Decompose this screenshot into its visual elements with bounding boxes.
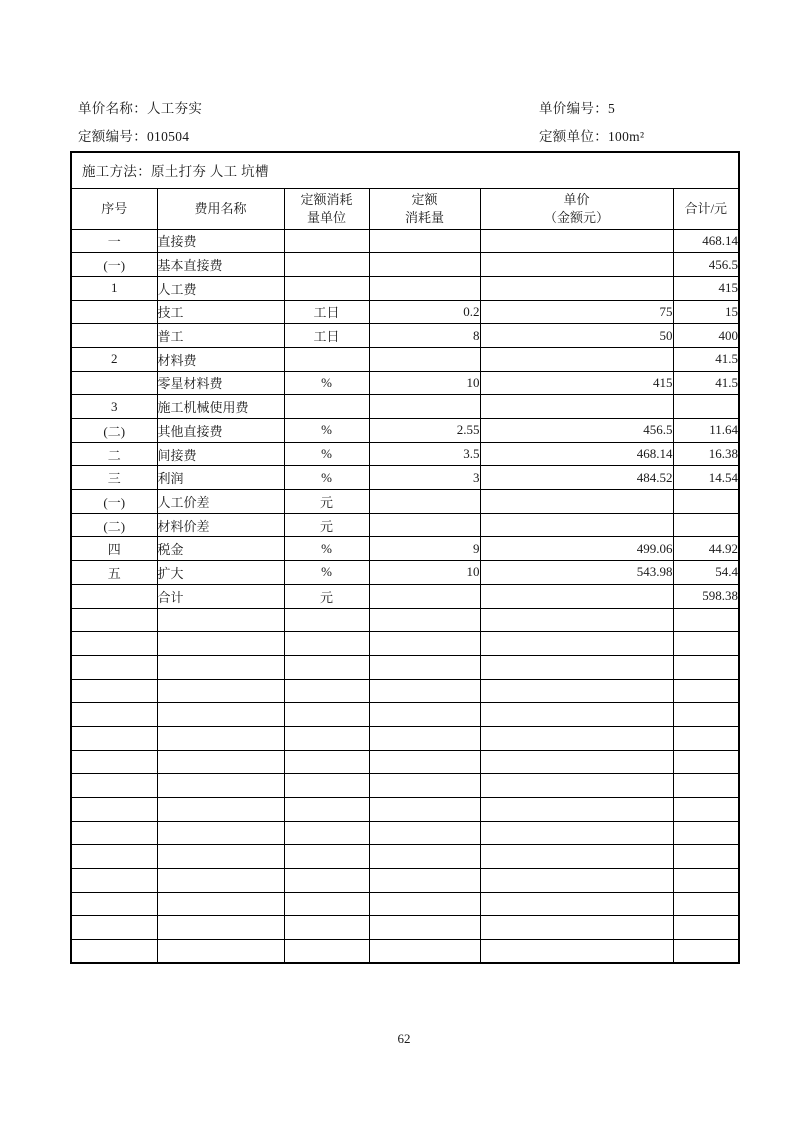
table-cell <box>71 608 157 632</box>
table-cell <box>369 892 480 916</box>
table-cell: 14.54 <box>673 466 739 490</box>
table-cell <box>157 750 284 774</box>
table-cell: 415 <box>480 371 673 395</box>
table-cell <box>71 632 157 656</box>
table-cell: 普工 <box>157 324 284 348</box>
table-cell <box>284 608 369 632</box>
table-cell <box>480 940 673 964</box>
table-cell <box>369 845 480 869</box>
table-cell: 468.14 <box>480 442 673 466</box>
table-row <box>71 229 739 253</box>
table-cell <box>480 655 673 679</box>
table-cell <box>71 584 157 608</box>
construction-method-row <box>71 152 739 188</box>
table-cell: 468.14 <box>673 229 739 253</box>
table-cell <box>480 679 673 703</box>
table-cell <box>480 845 673 869</box>
table-cell <box>369 679 480 703</box>
table-cell: 1 <box>71 276 157 300</box>
table-cell <box>673 513 739 537</box>
table-cell <box>480 703 673 727</box>
quota-number-value: 010504 <box>147 129 190 144</box>
table-cell: % <box>284 537 369 561</box>
table-cell: 0.2 <box>369 300 480 324</box>
table-cell: % <box>284 419 369 443</box>
table-row <box>71 371 739 395</box>
empty-table-row <box>71 940 739 964</box>
table-cell: 44.92 <box>673 537 739 561</box>
table-cell: 其他直接费 <box>157 419 284 443</box>
table-row <box>71 513 739 537</box>
table-cell <box>71 679 157 703</box>
table-cell: 四 <box>71 537 157 561</box>
table-cell <box>369 655 480 679</box>
table-cell <box>284 253 369 277</box>
table-cell: 五 <box>71 561 157 585</box>
table-cell <box>369 703 480 727</box>
empty-table-row <box>71 750 739 774</box>
table-cell: 3 <box>71 395 157 419</box>
empty-table-row <box>71 655 739 679</box>
table-cell: 75 <box>480 300 673 324</box>
quota-unit-value: 100m² <box>608 129 645 144</box>
table-cell <box>157 940 284 964</box>
table-cell <box>369 608 480 632</box>
table-cell <box>480 632 673 656</box>
table-cell <box>673 916 739 940</box>
table-cell <box>157 774 284 798</box>
table-cell <box>157 798 284 822</box>
empty-table-row <box>71 845 739 869</box>
table-cell <box>157 679 284 703</box>
unit-price-number-label: 单价编号： <box>539 101 608 116</box>
unit-price-number-value: 5 <box>608 101 616 116</box>
construction-method-value: 原土打夯 人工 坑槽 <box>151 164 269 180</box>
table-cell: 50 <box>480 324 673 348</box>
table-cell <box>369 940 480 964</box>
table-cell <box>71 916 157 940</box>
table-cell: 基本直接费 <box>157 253 284 277</box>
quota-unit <box>539 125 644 145</box>
table-cell <box>369 347 480 371</box>
empty-table-row <box>71 892 739 916</box>
empty-table-row <box>71 679 739 703</box>
table-cell <box>480 395 673 419</box>
table-row <box>71 395 739 419</box>
empty-table-row <box>71 798 739 822</box>
table-cell: (一) <box>71 253 157 277</box>
table-cell: (二) <box>71 513 157 537</box>
table-cell: 54.4 <box>673 561 739 585</box>
table-cell <box>673 632 739 656</box>
table-cell: 2 <box>71 347 157 371</box>
table-cell <box>480 916 673 940</box>
table-cell <box>369 750 480 774</box>
table-cell <box>673 726 739 750</box>
empty-table-row <box>71 821 739 845</box>
table-cell <box>480 869 673 893</box>
table-row <box>71 561 739 585</box>
empty-table-row <box>71 703 739 727</box>
table-cell <box>369 774 480 798</box>
table-cell <box>480 229 673 253</box>
table-cell <box>673 750 739 774</box>
table-cell: 484.52 <box>480 466 673 490</box>
table-cell <box>157 916 284 940</box>
table-cell <box>369 253 480 277</box>
table-cell: 598.38 <box>673 584 739 608</box>
table-cell <box>71 892 157 916</box>
cost-table-body <box>71 152 739 963</box>
table-row <box>71 324 739 348</box>
table-cell <box>480 253 673 277</box>
table-cell: 元 <box>284 490 369 514</box>
empty-table-row <box>71 916 739 940</box>
table-cell <box>284 726 369 750</box>
table-cell <box>480 584 673 608</box>
table-cell <box>369 584 480 608</box>
unit-price-number <box>539 97 615 117</box>
empty-table-row <box>71 869 739 893</box>
table-cell <box>284 632 369 656</box>
table-cell: 543.98 <box>480 561 673 585</box>
page-number: 62 <box>397 1031 411 1046</box>
table-row <box>71 347 739 371</box>
column-header: 费用名称 <box>157 188 284 229</box>
table-cell: 工日 <box>284 324 369 348</box>
table-cell <box>157 821 284 845</box>
table-cell: 一 <box>71 229 157 253</box>
table-cell: % <box>284 442 369 466</box>
table-cell: 税金 <box>157 537 284 561</box>
column-header: 合计/元 <box>673 188 739 229</box>
table-cell: 3 <box>369 466 480 490</box>
table-cell <box>673 821 739 845</box>
table-cell <box>284 229 369 253</box>
construction-method-cell <box>71 152 739 188</box>
table-cell <box>71 774 157 798</box>
table-cell: 技工 <box>157 300 284 324</box>
table-cell <box>157 892 284 916</box>
table-cell <box>71 869 157 893</box>
table-cell: 材料价差 <box>157 513 284 537</box>
table-cell: % <box>284 371 369 395</box>
table-cell <box>673 798 739 822</box>
table-cell <box>480 821 673 845</box>
table-cell <box>157 845 284 869</box>
table-cell <box>673 845 739 869</box>
table-cell: 11.64 <box>673 419 739 443</box>
table-cell <box>369 632 480 656</box>
quota-number <box>78 125 189 145</box>
table-cell <box>480 276 673 300</box>
table-cell: (一) <box>71 490 157 514</box>
table-cell: 工日 <box>284 300 369 324</box>
table-cell <box>369 916 480 940</box>
table-cell: 扩大 <box>157 561 284 585</box>
column-header: 序号 <box>71 188 157 229</box>
table-cell <box>71 300 157 324</box>
empty-table-row <box>71 774 739 798</box>
table-cell <box>284 798 369 822</box>
table-cell <box>157 608 284 632</box>
unit-price-name-label: 单价名称： <box>78 101 147 116</box>
table-row <box>71 537 739 561</box>
table-cell <box>480 774 673 798</box>
table-cell: 2.55 <box>369 419 480 443</box>
table-cell: 零星材料费 <box>157 371 284 395</box>
table-row <box>71 300 739 324</box>
table-cell <box>157 655 284 679</box>
table-cell <box>71 940 157 964</box>
table-header-row <box>71 188 739 229</box>
table-cell <box>71 655 157 679</box>
empty-table-row <box>71 608 739 632</box>
table-cell: 10 <box>369 561 480 585</box>
table-cell: 三 <box>71 466 157 490</box>
table-cell <box>673 869 739 893</box>
table-row <box>71 466 739 490</box>
table-cell <box>284 774 369 798</box>
table-cell: 材料费 <box>157 347 284 371</box>
column-header: 单价 （金额元） <box>480 188 673 229</box>
table-cell: 8 <box>369 324 480 348</box>
table-cell <box>480 892 673 916</box>
table-cell <box>71 371 157 395</box>
empty-table-row <box>71 632 739 656</box>
table-cell <box>284 679 369 703</box>
table-cell <box>284 916 369 940</box>
table-cell: 施工机械使用费 <box>157 395 284 419</box>
table-cell: 456.5 <box>673 253 739 277</box>
empty-table-row <box>71 726 739 750</box>
table-cell <box>673 892 739 916</box>
table-cell: 456.5 <box>480 419 673 443</box>
table-cell <box>284 940 369 964</box>
table-cell: % <box>284 561 369 585</box>
cost-table <box>70 151 740 964</box>
table-cell: 人工价差 <box>157 490 284 514</box>
table-cell <box>673 940 739 964</box>
table-cell <box>369 869 480 893</box>
table-cell: (二) <box>71 419 157 443</box>
table-cell <box>284 892 369 916</box>
table-cell: 元 <box>284 584 369 608</box>
table-row <box>71 253 739 277</box>
table-cell <box>480 798 673 822</box>
table-row <box>71 442 739 466</box>
table-cell <box>369 395 480 419</box>
table-cell: 415 <box>673 276 739 300</box>
table-cell <box>157 703 284 727</box>
table-cell: 间接费 <box>157 442 284 466</box>
table-cell <box>284 276 369 300</box>
table-cell: 人工费 <box>157 276 284 300</box>
table-cell <box>480 726 673 750</box>
table-cell: 9 <box>369 537 480 561</box>
table-cell <box>673 490 739 514</box>
table-cell <box>369 798 480 822</box>
table-cell <box>71 845 157 869</box>
table-cell <box>284 655 369 679</box>
table-cell <box>480 347 673 371</box>
table-cell <box>369 726 480 750</box>
table-cell <box>369 276 480 300</box>
table-cell: % <box>284 466 369 490</box>
quota-number-label: 定额编号： <box>78 129 147 144</box>
table-row <box>71 276 739 300</box>
table-cell: 直接费 <box>157 229 284 253</box>
table-row <box>71 490 739 514</box>
table-cell <box>284 821 369 845</box>
table-cell <box>480 750 673 774</box>
table-cell <box>71 798 157 822</box>
column-header: 定额消耗 量单位 <box>284 188 369 229</box>
table-cell: 合计 <box>157 584 284 608</box>
table-cell <box>157 869 284 893</box>
table-cell <box>673 655 739 679</box>
column-header: 定额 消耗量 <box>369 188 480 229</box>
table-cell <box>369 821 480 845</box>
table-row <box>71 419 739 443</box>
table-cell <box>480 490 673 514</box>
table-cell <box>369 490 480 514</box>
table-cell <box>480 513 673 537</box>
table-cell <box>284 845 369 869</box>
table-cell <box>284 347 369 371</box>
table-cell <box>673 703 739 727</box>
table-cell <box>71 726 157 750</box>
table-cell <box>284 703 369 727</box>
unit-price-name-value: 人工夯实 <box>147 101 203 116</box>
table-cell <box>71 703 157 727</box>
construction-method-label: 施工方法： <box>82 164 151 180</box>
table-cell <box>284 395 369 419</box>
table-cell: 15 <box>673 300 739 324</box>
table-cell <box>673 395 739 419</box>
table-cell <box>157 726 284 750</box>
table-cell: 10 <box>369 371 480 395</box>
table-cell <box>673 608 739 632</box>
table-cell <box>369 513 480 537</box>
table-cell <box>71 324 157 348</box>
table-row <box>71 584 739 608</box>
table-cell <box>71 750 157 774</box>
table-cell: 41.5 <box>673 371 739 395</box>
table-cell: 499.06 <box>480 537 673 561</box>
table-cell: 16.38 <box>673 442 739 466</box>
table-cell <box>284 750 369 774</box>
table-cell: 元 <box>284 513 369 537</box>
table-cell: 利润 <box>157 466 284 490</box>
table-cell <box>673 774 739 798</box>
table-cell: 41.5 <box>673 347 739 371</box>
table-cell <box>480 608 673 632</box>
table-cell <box>284 869 369 893</box>
table-cell: 二 <box>71 442 157 466</box>
table-cell: 400 <box>673 324 739 348</box>
table-cell: 3.5 <box>369 442 480 466</box>
table-cell <box>71 821 157 845</box>
quota-unit-label: 定额单位： <box>539 129 608 144</box>
table-cell <box>673 679 739 703</box>
table-cell <box>369 229 480 253</box>
unit-price-name <box>78 97 202 117</box>
table-cell <box>157 632 284 656</box>
